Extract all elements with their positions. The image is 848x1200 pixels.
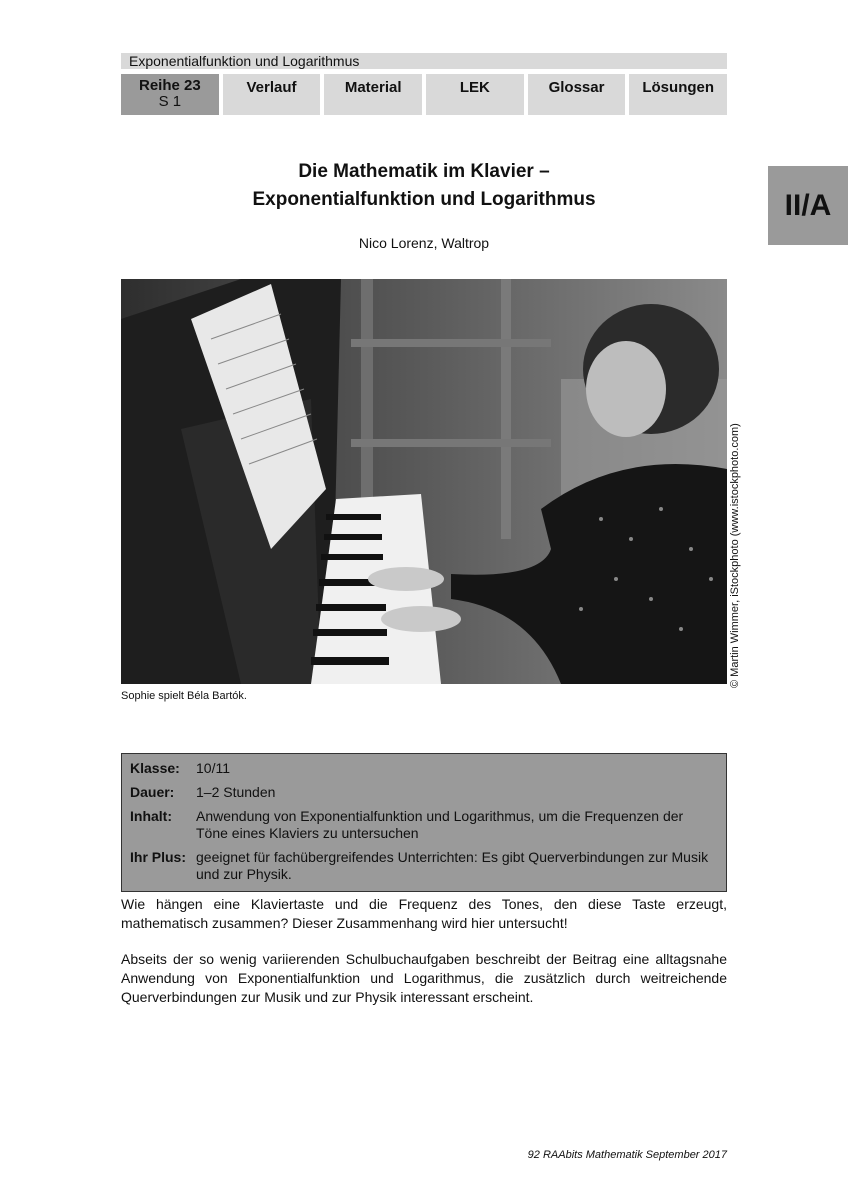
piano-photo (121, 279, 727, 684)
info-row-plus (130, 849, 718, 883)
info-key: Klasse: (130, 760, 180, 776)
tab-material[interactable]: Material (324, 74, 422, 115)
photo-caption: Sophie spielt Béla Bartók. (121, 690, 247, 702)
running-header: Exponentialfunktion und Logarithmus (121, 53, 727, 69)
tab-glossar[interactable]: Glossar (528, 74, 626, 115)
tab-reihe-label: Reihe 23 (138, 77, 201, 94)
photo-illustration (121, 279, 727, 684)
section-marker: II/A (768, 166, 848, 245)
page-title (121, 158, 727, 214)
tab-reihe-sub: S 1 (158, 93, 182, 110)
tab-lek[interactable]: LEK (426, 74, 524, 115)
tab-reihe[interactable] (121, 74, 219, 115)
info-row-klasse (130, 760, 718, 777)
title-line-1: Die Mathematik im Klavier – (298, 161, 550, 182)
tab-verlauf[interactable]: Verlauf (223, 74, 321, 115)
info-key: Dauer: (130, 784, 175, 800)
page-footer: 92 RAAbits Mathematik September 2017 (527, 1149, 727, 1161)
info-value: 1–2 Stunden (196, 784, 276, 800)
info-value: geeignet für fachübergreifendes Unterrichten: Es gibt Querverbindungen zur Musik und zur Physik. (196, 849, 709, 882)
photo-credit: © Martin Wimmer, iStockphoto (www.istockphoto.com) (729, 423, 741, 688)
section-tabs (121, 74, 727, 115)
info-row-dauer (130, 784, 718, 801)
title-line-2: Exponentialfunktion und Logarithmus (252, 189, 596, 210)
info-value: Anwendung von Exponentialfunktion und Logarithmus, um die Frequenzen der Töne eines Klaviers zu untersuchen (196, 808, 684, 841)
info-key: Ihr Plus: (130, 849, 187, 865)
tab-loesungen[interactable]: Lösungen (629, 74, 727, 115)
intro-paragraph: Wie hängen eine Klaviertaste und die Frequenz des Tones, den diese Taste erzeugt, mathematisch zusammen? Dieser Zusammenhang wird hier untersucht! (121, 896, 727, 931)
body-paragraph: Abseits der so wenig variierenden Schulbuchaufgaben beschreibt der Beitrag eine alltagsnahe Anwendung von Exponentialfunktion und Logarithmus, die zusätzlich durch weitreichende Querverbindungen zur Musik und zur Physik interessant erscheint. (121, 951, 727, 1005)
info-key: Inhalt: (130, 808, 172, 824)
info-box (121, 753, 727, 892)
info-value: 10/11 (196, 760, 230, 776)
info-row-inhalt (130, 808, 718, 842)
author: Nico Lorenz, Waltrop (358, 235, 490, 251)
